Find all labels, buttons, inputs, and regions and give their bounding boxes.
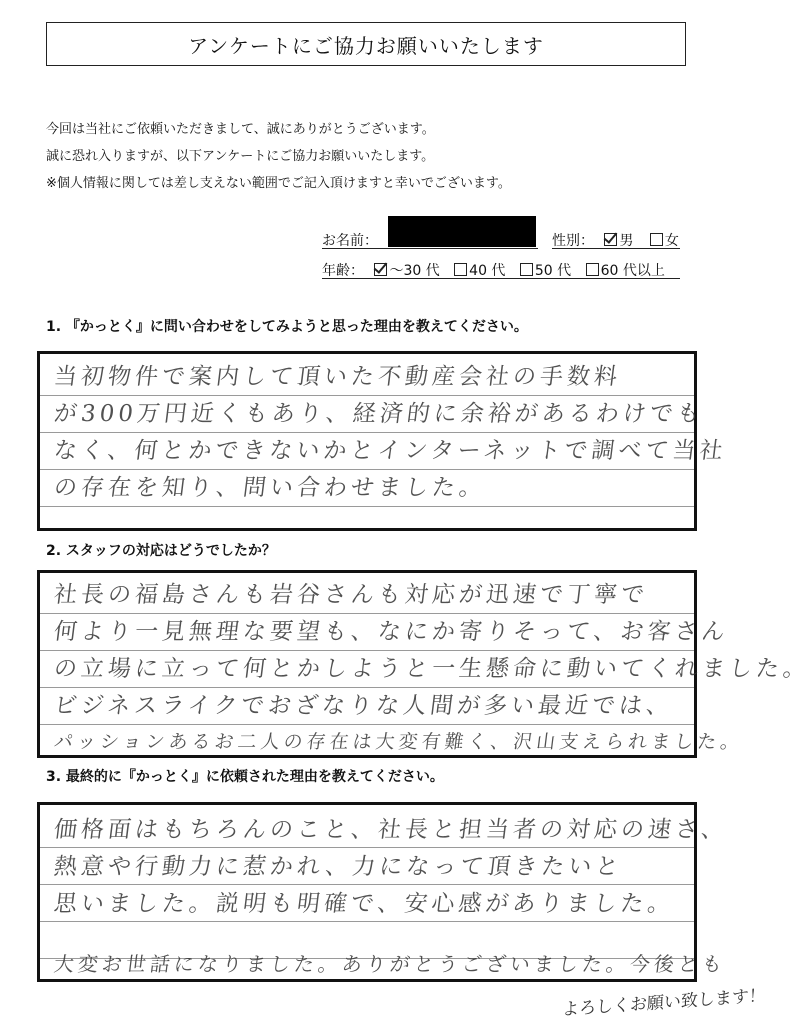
age-label: 年齢： [322,263,364,279]
gender-female-label: 女 [664,233,679,249]
answer-box-2[interactable] [37,570,812,758]
intro-text [46,116,511,197]
answer-2-line: 何より一見無理な要望も、なにか寄りそって、お客さん [52,619,731,645]
answer-1-line: の存在を知り、問い合わせました。 [52,475,488,501]
gender-male-label: 男 [619,233,634,249]
intro-line: ※個人情報に関しては差し支えない範囲でご記入頂けますと幸いでございます。 [46,176,511,191]
age-40s-checkbox[interactable] [454,263,467,276]
gender-male-checkbox[interactable] [604,233,617,246]
gender-female-checkbox[interactable] [650,233,663,246]
answer-2-line: ビジネスライクでおざなりな人間が多い最近では、 [52,693,675,719]
answer-3-line: 熱意や行動力に惹かれ、力になって頂きたいと [52,854,624,880]
answer-3-line: 大変お世話になりました。ありがとうございました。今後とも [52,952,728,976]
intro-line: 誠に恐れ入りますが、以下アンケートにご協力お願いいたします。 [46,149,435,164]
age-50s-checkbox[interactable] [520,263,533,276]
question-3-label: 3. 最終的に『かっとく』に依頼された理由を教えてください。 [46,769,444,785]
name-label: お名前： [322,233,378,249]
survey-title: アンケートにご協力お願いいたします [46,22,686,66]
age-50s-label: 50 代 [534,263,572,279]
closing-handwriting: よろしくお願い致します！ [561,985,767,1021]
question-1-label: 1. 『かっとく』に問い合わせをしてみようと思った理由を教えてください。 [46,319,528,335]
gender-label: 性別： [552,233,594,249]
redacted-name [388,216,536,247]
answer-3-line: 価格面はもちろんのこと、社長と担当者の対応の速さ、 [52,817,730,843]
answer-box-3[interactable] [37,802,730,982]
answer-2-line: 社長の福島さんも岩谷さんも対応が迅速で丁寧で [52,582,650,608]
age-60plus-label: 60 代以上 [600,263,665,279]
age-under30-checkbox[interactable] [374,263,387,276]
answer-box-1[interactable] [37,351,729,531]
age-60plus-checkbox[interactable] [586,263,599,276]
question-2-label: 2. スタッフの対応はどうでしたか？ [46,543,276,559]
answer-2-line: の立場に立って何とかしようと一生懸命に動いてくれました。 [52,656,812,682]
intro-line: 今回は当社にご依頼いただきまして、誠にありがとうございます。 [46,122,435,137]
answer-1-line: なく、何とかできないかとインターネットで調べて当社 [52,438,729,464]
age-under30-label: ～30 代 [389,263,440,279]
answer-1-line: が300万円近くもあり、経済的に余裕があるわけでも [52,401,706,427]
answer-3-line: 思いました。説明も明確で、安心感がありました。 [52,891,677,917]
age-field [322,260,680,279]
answer-1-line: 当初物件で案内して頂いた不動産会社の手数料 [52,364,623,390]
answer-2-line: パッションあるお二人の存在は大変有難く、沢山支えられました。 [52,731,745,753]
gender-field [552,230,680,249]
age-40s-label: 40 代 [469,263,506,279]
